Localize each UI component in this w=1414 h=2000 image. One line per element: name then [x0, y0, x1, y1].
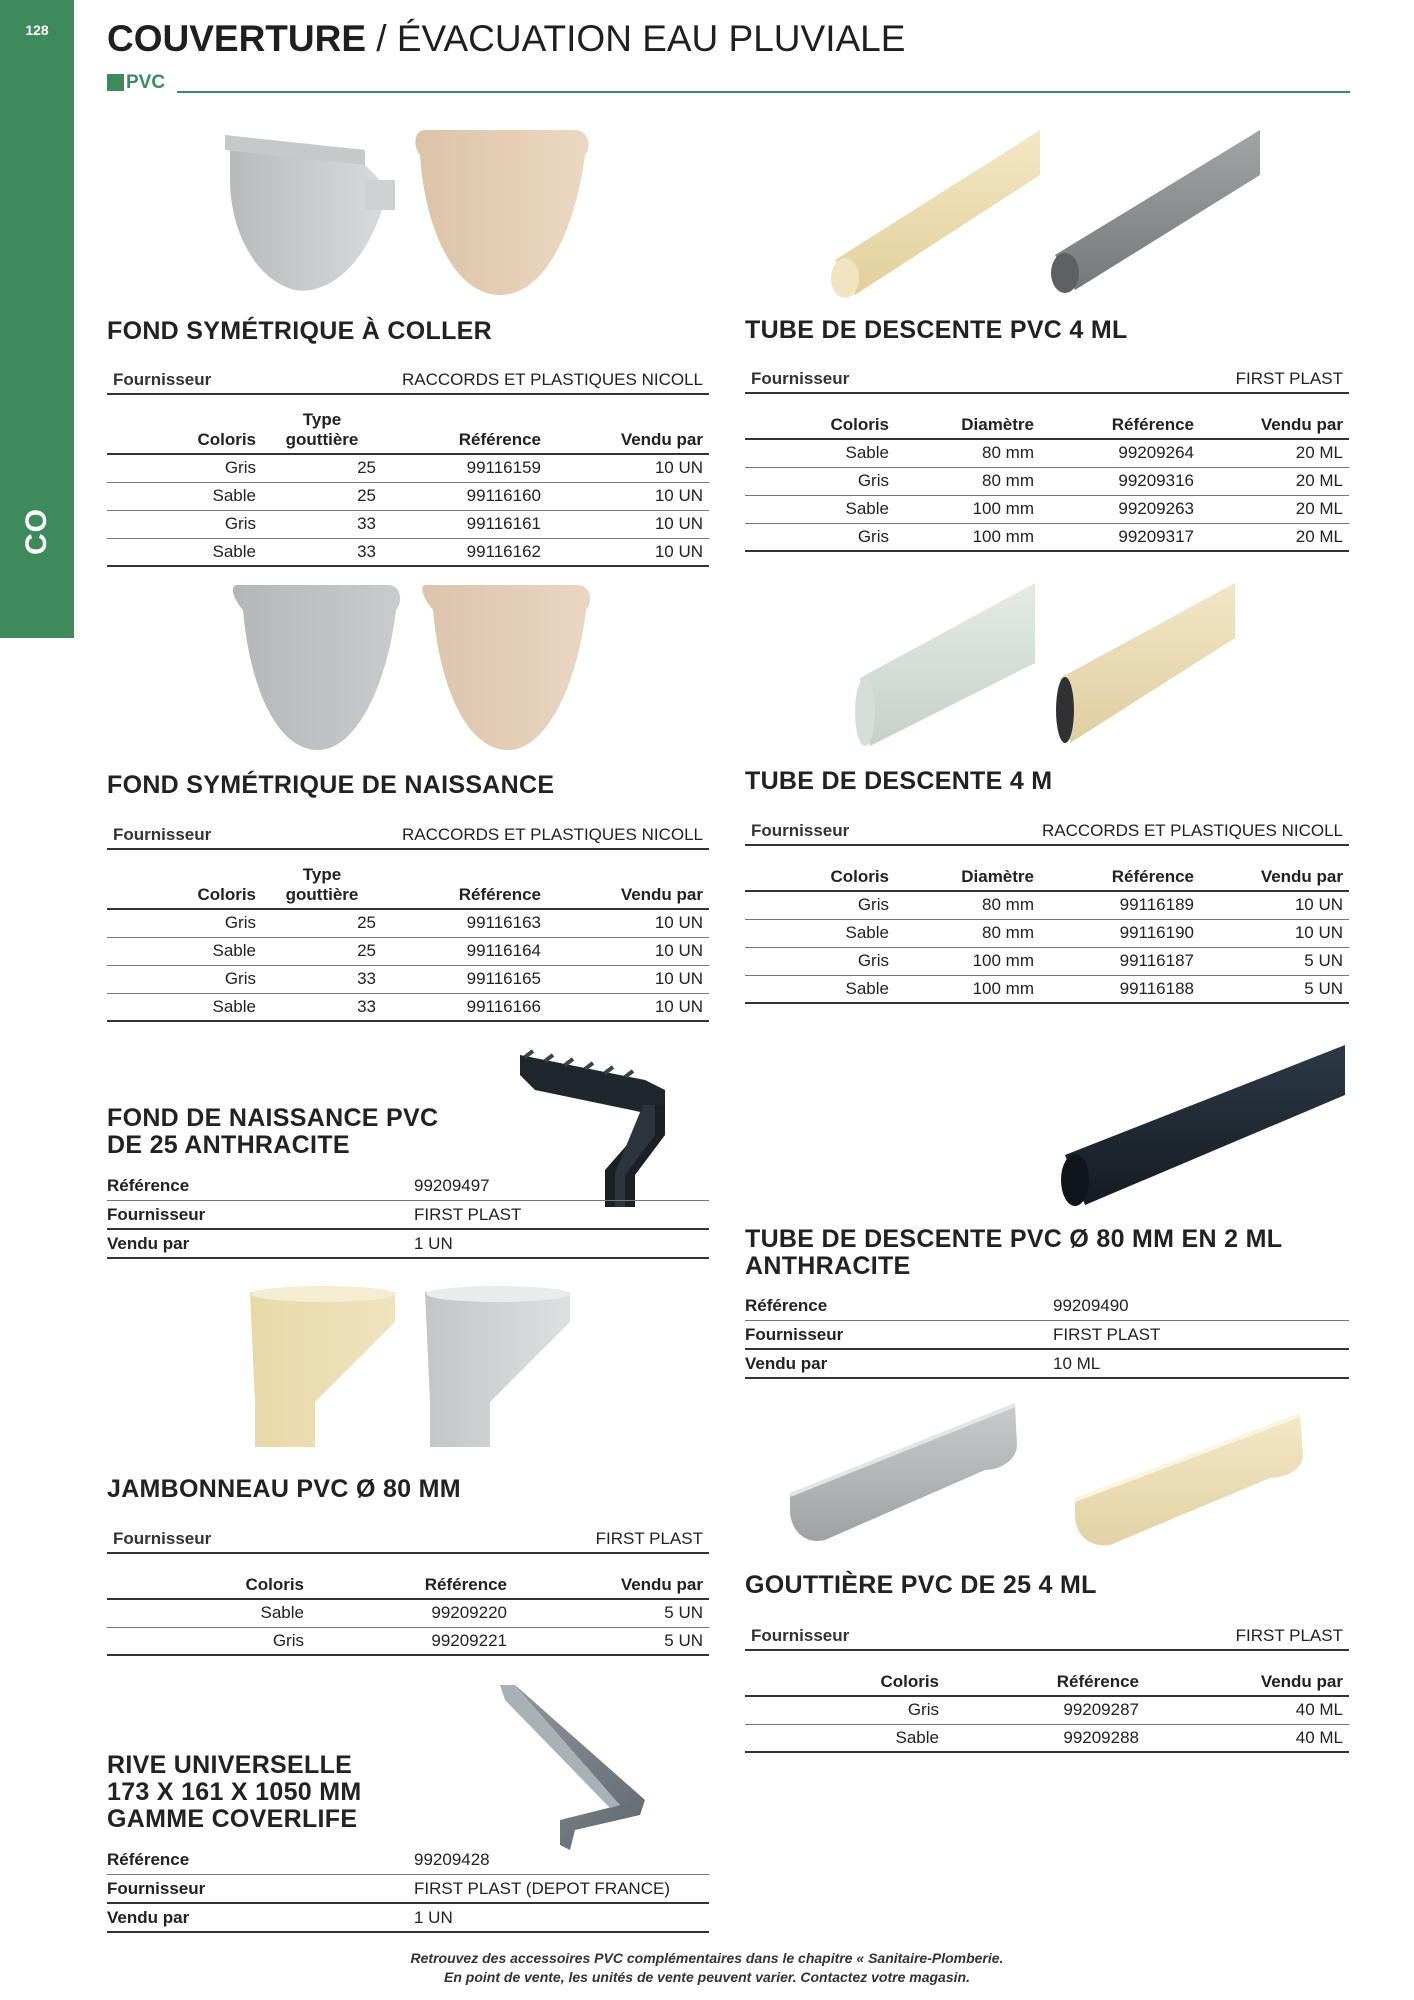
cell-type: 33 — [262, 993, 382, 1021]
supplier-value: FIRST PLAST — [1235, 369, 1343, 388]
col-vendu-par: Vendu par — [547, 410, 709, 454]
ref-value: 99209428 — [414, 1850, 490, 1869]
cell-reference: 99116164 — [382, 937, 547, 965]
cell-type: 33 — [262, 965, 382, 993]
table-row — [745, 947, 1349, 975]
col-coloris: Coloris — [107, 410, 262, 454]
cell-vendu: 10 UN — [547, 993, 709, 1021]
rive-image — [490, 1680, 650, 1855]
cell-reference: 99116162 — [382, 538, 547, 566]
col-vendu-par: Vendu par — [1200, 861, 1349, 891]
cell-type: 33 — [262, 510, 382, 538]
fond-anthracite-details — [107, 1172, 709, 1259]
fond-naissance-image — [228, 580, 598, 755]
supplier-row — [107, 1201, 709, 1230]
fond-naissance-table — [107, 865, 709, 1022]
tube-4m-title: TUBE DE DESCENTE 4 M — [745, 767, 1053, 795]
table-row — [745, 495, 1349, 523]
cell-reference: 99209221 — [310, 1627, 513, 1655]
cell-reference: 99209220 — [310, 1599, 513, 1627]
cell-reference: 99209264 — [1040, 439, 1200, 467]
tube-4m-table — [745, 861, 1349, 1004]
cell-reference: 99116187 — [1040, 947, 1200, 975]
cell-reference: 99209316 — [1040, 467, 1200, 495]
cell-reference: 99116163 — [382, 909, 547, 937]
cell-vendu: 10 UN — [547, 937, 709, 965]
tube-4m-image — [850, 578, 1240, 748]
ref-label: Référence — [107, 1850, 190, 1869]
cell-reference: 99209287 — [945, 1696, 1145, 1724]
col-reference: Référence — [1040, 409, 1200, 439]
cell-type: 25 — [262, 909, 382, 937]
fond-coller-supplier-row — [107, 367, 709, 395]
tube-pvc-4ml-table — [745, 409, 1349, 552]
cell-diametre: 100 mm — [895, 947, 1040, 975]
cell-coloris: Gris — [107, 510, 262, 538]
supplier-label: Fournisseur — [113, 1529, 212, 1548]
cell-vendu: 20 ML — [1200, 439, 1349, 467]
cell-coloris: Sable — [745, 1724, 945, 1752]
col-coloris: Coloris — [107, 1569, 310, 1599]
cell-reference: 99116189 — [1040, 891, 1200, 919]
chapter-tab-label: CO — [20, 508, 53, 555]
supplier-label: Fournisseur — [751, 821, 850, 840]
cell-vendu: 10 UN — [547, 454, 709, 482]
supplier-value: FIRST PLAST — [414, 1205, 522, 1224]
supplier-label: Fournisseur — [751, 369, 850, 388]
supplier-label: Fournisseur — [113, 825, 212, 844]
cell-vendu: 5 UN — [513, 1627, 709, 1655]
supplier-row — [107, 1875, 709, 1904]
cell-diametre: 80 mm — [895, 891, 1040, 919]
cell-vendu: 40 ML — [1145, 1696, 1349, 1724]
cell-reference: 99116159 — [382, 454, 547, 482]
page-title-main: COUVERTURE — [107, 18, 367, 59]
tube-anthracite-details — [745, 1292, 1349, 1379]
table-row — [745, 1724, 1349, 1752]
cell-diametre: 100 mm — [895, 975, 1040, 1003]
sold-row — [107, 1230, 709, 1259]
cell-reference: 99116161 — [382, 510, 547, 538]
col-reference: Référence — [945, 1666, 1145, 1696]
cell-reference: 99209288 — [945, 1724, 1145, 1752]
cell-type: 25 — [262, 937, 382, 965]
sold-value: 10 ML — [1053, 1354, 1101, 1373]
cell-diametre: 100 mm — [895, 523, 1040, 551]
title-line-1: FOND DE NAISSANCE PVC — [107, 1104, 439, 1132]
col-vendu-par: Vendu par — [513, 1569, 709, 1599]
table-row — [107, 937, 709, 965]
cell-diametre: 80 mm — [895, 919, 1040, 947]
cell-type: 25 — [262, 454, 382, 482]
cell-type: 25 — [262, 482, 382, 510]
cell-coloris: Sable — [745, 495, 895, 523]
cell-coloris: Sable — [745, 975, 895, 1003]
supplier-value: FIRST PLAST — [595, 1529, 703, 1548]
supplier-value: RACCORDS ET PLASTIQUES NICOLL — [1041, 821, 1343, 840]
col-coloris: Coloris — [745, 409, 895, 439]
table-row — [107, 454, 709, 482]
title-line-1: TUBE DE DESCENTE PVC Ø 80 MM EN 2 ML — [745, 1225, 1283, 1253]
supplier-value: RACCORDS ET PLASTIQUES NICOLL — [401, 825, 703, 844]
fond-naissance-title: FOND SYMÉTRIQUE DE NAISSANCE — [107, 771, 555, 799]
col-vendu-par: Vendu par — [547, 865, 709, 909]
cell-vendu: 10 UN — [547, 482, 709, 510]
table-row — [745, 439, 1349, 467]
cell-vendu: 20 ML — [1200, 523, 1349, 551]
cell-coloris: Gris — [745, 947, 895, 975]
supplier-label: Fournisseur — [745, 1325, 844, 1344]
cell-coloris: Gris — [745, 1696, 945, 1724]
col-diametre: Diamètre — [895, 861, 1040, 891]
supplier-row — [745, 1321, 1349, 1350]
cell-type: 33 — [262, 538, 382, 566]
title-line-1: RIVE UNIVERSELLE — [107, 1751, 353, 1779]
cell-coloris: Gris — [107, 965, 262, 993]
table-row — [745, 919, 1349, 947]
cell-reference: 99209263 — [1040, 495, 1200, 523]
table-row — [745, 523, 1349, 551]
cell-reference: 99116190 — [1040, 919, 1200, 947]
title-line-2: ANTHRACITE — [745, 1252, 911, 1280]
cell-vendu: 40 ML — [1145, 1724, 1349, 1752]
col-vendu-par: Vendu par — [1145, 1666, 1349, 1696]
col-coloris: Coloris — [745, 1666, 945, 1696]
cell-vendu: 10 UN — [547, 909, 709, 937]
cell-coloris: Sable — [107, 937, 262, 965]
col-reference: Référence — [382, 410, 547, 454]
title-line-3: GAMME COVERLIFE — [107, 1805, 358, 1833]
ref-label: Référence — [745, 1296, 828, 1315]
cell-reference: 99116165 — [382, 965, 547, 993]
footer-note-2: En point de vente, les unités de vente peuvent varier. Contactez votre magasin. — [444, 1969, 970, 1985]
table-row — [745, 467, 1349, 495]
ref-value: 99209497 — [414, 1176, 490, 1195]
cell-vendu: 5 UN — [1200, 947, 1349, 975]
title-line-2: 173 X 161 X 1050 MM — [107, 1778, 362, 1806]
fond-coller-table — [107, 410, 709, 567]
ref-row — [107, 1846, 709, 1875]
table-row — [745, 891, 1349, 919]
ref-label: Référence — [107, 1176, 190, 1195]
page-title-sub: / ÉVACUATION EAU PLUVIALE — [366, 18, 906, 59]
supplier-value: RACCORDS ET PLASTIQUES NICOLL — [401, 370, 703, 389]
cell-diametre: 80 mm — [895, 439, 1040, 467]
fond-coller-image — [215, 120, 615, 300]
supplier-value: FIRST PLAST (DEPOT FRANCE) — [414, 1879, 670, 1898]
jambonneau-table — [107, 1569, 709, 1656]
col-diametre: Diamètre — [895, 409, 1040, 439]
table-row — [107, 538, 709, 566]
ref-value: 99209490 — [1053, 1296, 1129, 1315]
cell-vendu: 10 UN — [1200, 891, 1349, 919]
col-type-gouttiere: Type gouttière — [262, 410, 382, 454]
cell-reference: 99116160 — [382, 482, 547, 510]
col-type-gouttiere: Type gouttière — [262, 865, 382, 909]
sold-label: Vendu par — [107, 1908, 190, 1927]
gouttiere-title: GOUTTIÈRE PVC DE 25 4 ML — [745, 1571, 1097, 1599]
table-row — [107, 1627, 709, 1655]
sold-value: 1 UN — [414, 1908, 453, 1927]
table-row — [745, 1696, 1349, 1724]
jambonneau-supplier-row — [107, 1526, 709, 1554]
section-marker-icon — [107, 74, 124, 91]
supplier-label: Fournisseur — [751, 1626, 850, 1645]
cell-reference: 99116166 — [382, 993, 547, 1021]
rive-details — [107, 1846, 709, 1933]
tube-anthracite-title — [745, 1226, 1282, 1280]
col-coloris: Coloris — [745, 861, 895, 891]
section-label: PVC — [126, 72, 166, 93]
col-coloris: Coloris — [107, 865, 262, 909]
cell-diametre: 100 mm — [895, 495, 1040, 523]
supplier-value: FIRST PLAST — [1235, 1626, 1343, 1645]
fond-coller-title: FOND SYMÉTRIQUE À COLLER — [107, 317, 492, 345]
ref-row — [745, 1292, 1349, 1321]
sold-label: Vendu par — [107, 1234, 190, 1253]
jambonneau-title: JAMBONNEAU PVC Ø 80 MM — [107, 1475, 461, 1503]
cell-vendu: 10 UN — [1200, 919, 1349, 947]
col-reference: Référence — [1040, 861, 1200, 891]
table-row — [107, 993, 709, 1021]
page-number: 128 — [25, 22, 49, 38]
section-divider — [177, 91, 1350, 93]
table-row — [107, 1599, 709, 1627]
table-row — [107, 965, 709, 993]
tube-4m-supplier-row — [745, 818, 1349, 846]
cell-coloris: Gris — [107, 1627, 310, 1655]
cell-vendu: 5 UN — [513, 1599, 709, 1627]
sold-row — [745, 1350, 1349, 1379]
cell-coloris: Gris — [107, 454, 262, 482]
cell-reference: 99209317 — [1040, 523, 1200, 551]
cell-vendu: 5 UN — [1200, 975, 1349, 1003]
footer-note-1: Retrouvez des accessoires PVC complémentaires dans le chapitre « Sanitaire-Plomberie. — [410, 1950, 1004, 1966]
cell-vendu: 20 ML — [1200, 495, 1349, 523]
cell-coloris: Sable — [745, 439, 895, 467]
cell-vendu: 10 UN — [547, 965, 709, 993]
jambonneau-image — [245, 1282, 585, 1452]
rive-title — [107, 1752, 361, 1833]
sold-label: Vendu par — [745, 1354, 828, 1373]
table-row — [107, 909, 709, 937]
cell-reference: 99116188 — [1040, 975, 1200, 1003]
cell-vendu: 20 ML — [1200, 467, 1349, 495]
section-header — [107, 72, 1350, 94]
supplier-label: Fournisseur — [107, 1879, 206, 1898]
supplier-label: Fournisseur — [113, 370, 212, 389]
cell-coloris: Sable — [745, 919, 895, 947]
sold-value: 1 UN — [414, 1234, 453, 1253]
cell-coloris: Sable — [107, 538, 262, 566]
cell-coloris: Sable — [107, 482, 262, 510]
gouttiere-table — [745, 1666, 1349, 1753]
table-row — [107, 510, 709, 538]
cell-vendu: 10 UN — [547, 538, 709, 566]
cell-coloris: Gris — [745, 523, 895, 551]
cell-diametre: 80 mm — [895, 467, 1040, 495]
fond-anthracite-title — [107, 1105, 438, 1159]
col-reference: Référence — [310, 1569, 513, 1599]
supplier-label: Fournisseur — [107, 1205, 206, 1224]
title-line-2: DE 25 ANTHRACITE — [107, 1131, 350, 1159]
sold-row — [107, 1904, 709, 1933]
tube-pvc-4ml-supplier-row — [745, 366, 1349, 394]
table-row — [107, 482, 709, 510]
ref-row — [107, 1172, 709, 1201]
supplier-value: FIRST PLAST — [1053, 1325, 1161, 1344]
fond-naissance-supplier-row — [107, 822, 709, 850]
cell-coloris: Gris — [107, 909, 262, 937]
tube-pvc-4ml-image — [825, 120, 1275, 300]
cell-coloris: Sable — [107, 993, 262, 1021]
cell-vendu: 10 UN — [547, 510, 709, 538]
cell-coloris: Sable — [107, 1599, 310, 1627]
col-vendu-par: Vendu par — [1200, 409, 1349, 439]
col-reference: Référence — [382, 865, 547, 909]
tube-pvc-4ml-title: TUBE DE DESCENTE PVC 4 ML — [745, 316, 1128, 344]
cell-coloris: Gris — [745, 467, 895, 495]
gouttiere-image — [785, 1400, 1305, 1550]
table-row — [745, 975, 1349, 1003]
tube-anthracite-image — [1050, 1035, 1350, 1215]
cell-coloris: Gris — [745, 891, 895, 919]
gouttiere-supplier-row — [745, 1623, 1349, 1651]
page-title — [107, 18, 905, 60]
